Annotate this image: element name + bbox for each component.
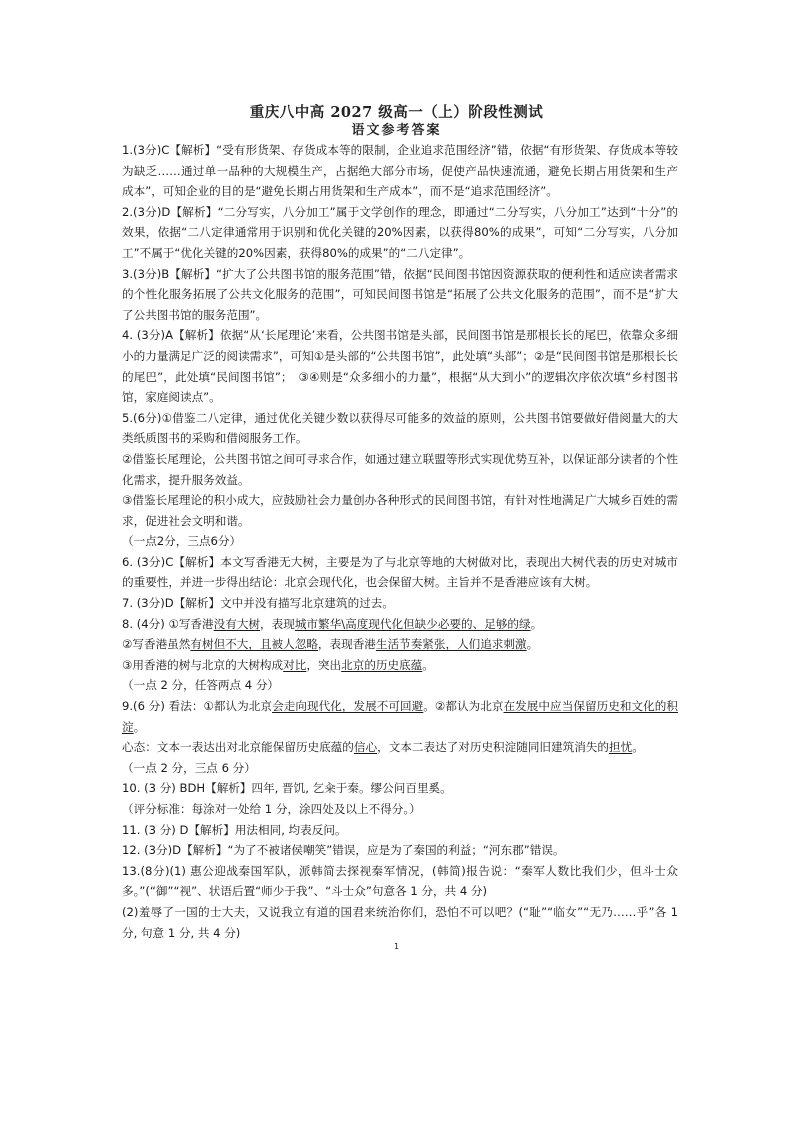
answer-q13-part1: 13.(8分)(1) 惠公迎战秦国军队，派韩简去探视秦军情况，(韩简)报告说：“秦军人数比我们少，但斗士众多。”(“御”“视”、状语后置“师少于我”、“斗士众”句意各 1 分，共 4 分): [122, 863, 678, 899]
underlined-keyword: 对比: [283, 657, 307, 672]
text-segment: 。: [632, 740, 644, 755]
text-segment: 。②都认为北京: [423, 699, 504, 714]
underlined-keyword: 会走向现代化，发展不可回避: [272, 699, 424, 714]
answer-q5-point3: ③借鉴长尾理论的积小成大，应鼓励社会力量创办各种形式的民间图书馆，有针对性地满足广大城乡百姓的需求，促进社会文明和谐。: [122, 493, 678, 528]
answer-q9-attitude: [122, 737, 678, 758]
document-title: 重庆八中高 2027 级高一（上）阶段性测试: [249, 104, 544, 121]
text-segment: 9.(6 分) 看法：①都认为北京: [122, 699, 273, 714]
underlined-keyword: 城市繁华\高度现代化但缺少必要的、足够的绿: [294, 616, 531, 631]
answer-q13-part2: (2)羞辱了一国的士大夫，又说我立有道的国君来统治你们，恐怕不可以吧？(“耻”“临女”“无乃……乎”各 1 分, 句意 1 分, 共 4 分): [122, 904, 678, 940]
text-segment: ②写香港虽然: [122, 637, 191, 652]
text-segment: ，文本二表达了对历史积淀随同旧建筑消失的: [377, 740, 609, 755]
underlined-keyword: 在发展中应当保留历史和文化的积淀: [122, 699, 678, 734]
text-segment: 。: [422, 657, 434, 672]
answer-q7: 7. (3分)D【解析】文中并没有描写北京建筑的过去。: [122, 596, 394, 611]
answer-q5-point2: ②借鉴长尾理论，公共图书馆之间可寻求合作，如通过建立联盟等形式实现优势互补，以保证部分读者的个性化需求，提升服务效益。: [122, 451, 678, 487]
underlined-keyword: 没有大树: [213, 616, 261, 631]
text-segment: 。: [530, 616, 543, 631]
answer-q8-point1: [122, 614, 678, 635]
answer-q5-score: （一点2分，三点6分）: [122, 534, 242, 549]
text-segment: 。: [526, 637, 539, 652]
underlined-keyword: 生活节奏紧张，人们追求刺激: [375, 637, 527, 652]
answer-q12: 12. (3分)D【解析】“为了不被诸侯嘲笑”错误，应是为了秦国的利益；“河东郡”错误。: [122, 843, 565, 858]
answer-q11: 11. (3 分) D【解析】用法相同, 均表反问。: [122, 822, 347, 837]
answer-q10-note: （评分标准：每涂对一处给 1 分，涂四处及以上不得分。）: [122, 802, 421, 816]
text-segment: ，表现: [260, 616, 295, 631]
answer-q2: 2.(3分)D【解析】“二分写实，八分加工”属于文学创作的理念，即通过“二分写实，八分加工”达到“十分”的效果，依据“二八定律通常用于识别和优化关键的20%因素，以获得80%的成果”，可知“二分写实，八分加工”不属于“优化关键的20%因素，获得80%的成果”的“二八定律”。: [122, 204, 678, 260]
answer-q10: 10. (3 分) BDH【解析】四年, 晋饥, 乞籴于秦。缪公问百里奚。: [122, 781, 452, 796]
answer-q5-point1: 5.(6分)①借鉴二八定律，通过优化关键少数以获得尽可能多的效益的原则，公共图书馆要做好借阅量大的大类纸质图书的采购和借阅服务工作。: [122, 410, 678, 446]
answer-q4: 4. (3分)A【解析】依据“从‘长尾理论’来看，公共图书馆是头部，民间图书馆是那根长长的尾巴，依靠众多细小的力量满足广泛的阅读需求”，可知①是头部的“公共图书馆”，此处填“头部”；②是“民间图书馆是那根长长的尾巴”，此处填“民间图书馆”； ③④则是“众多细小的力量”，根据“从大到小”的逻辑次序依次填“乡村图书馆，家庭阅读点”。: [122, 328, 678, 405]
answer-q9-score: （一点 2 分，三点 6 分）: [122, 760, 256, 775]
answer-q8-point2: [122, 634, 678, 655]
answer-body: [122, 140, 678, 943]
text-segment: 。: [133, 719, 146, 734]
text-segment: ，表现香港: [317, 637, 376, 652]
document-subtitle: 语文参考答案: [351, 123, 442, 138]
text-segment: 心态：文本一表达出对北京能保留历史底蕴的: [122, 740, 354, 755]
text-segment: ③用香港的树与北京的大树构成: [122, 657, 284, 672]
answer-q3: 3.(3分)B【解析】“扩大了公共图书馆的服务范围”错，依据“民间图书馆因资源获取的便利性和适应读者需求的个性化服务拓展了公共文化服务的范围”，可知民间图书馆是“拓展了公共文化服务的范围”，而不是“扩大了公共图书馆的服务范围”。: [122, 266, 678, 322]
text-segment: 8. (4分) ①写香港: [122, 616, 214, 631]
underlined-keyword: 北京的历史底蕴: [341, 657, 423, 672]
answer-q8-point3: [122, 655, 678, 676]
answer-q6: 6. (3分)C【解析】本文写香港无大树，主要是为了与北京等地的大树做对比，表现出大树代表的历史对城市的重要性，并进一步得出结论：北京会现代化，也会保留大树。主旨并不是香港应该有大树。: [122, 554, 678, 590]
underlined-keyword: 信心: [353, 740, 378, 755]
underlined-keyword: 有树但不大，且被人忽略: [190, 637, 318, 652]
answer-q9-views: [122, 696, 678, 737]
text-segment: ，突出: [306, 657, 342, 672]
page-number: 1: [393, 942, 400, 951]
answer-q8-score: （一点 2 分，任答两点 4 分）: [122, 678, 280, 693]
underlined-keyword: 担忧: [608, 740, 633, 755]
answer-q1: 1.(3分)C【解析】“受有形货架、存货成本等的限制，企业追求范围经济”错，依据“有形货架、存货成本等较为缺乏……通过单一品种的大规模生产，占据绝大部分市场，促使产品快速流通，避免长期占用货架和生产成本”，可知企业的目的是“避免长期占用货架和生产成本”，而不是“追求范围经济”。: [122, 143, 678, 199]
